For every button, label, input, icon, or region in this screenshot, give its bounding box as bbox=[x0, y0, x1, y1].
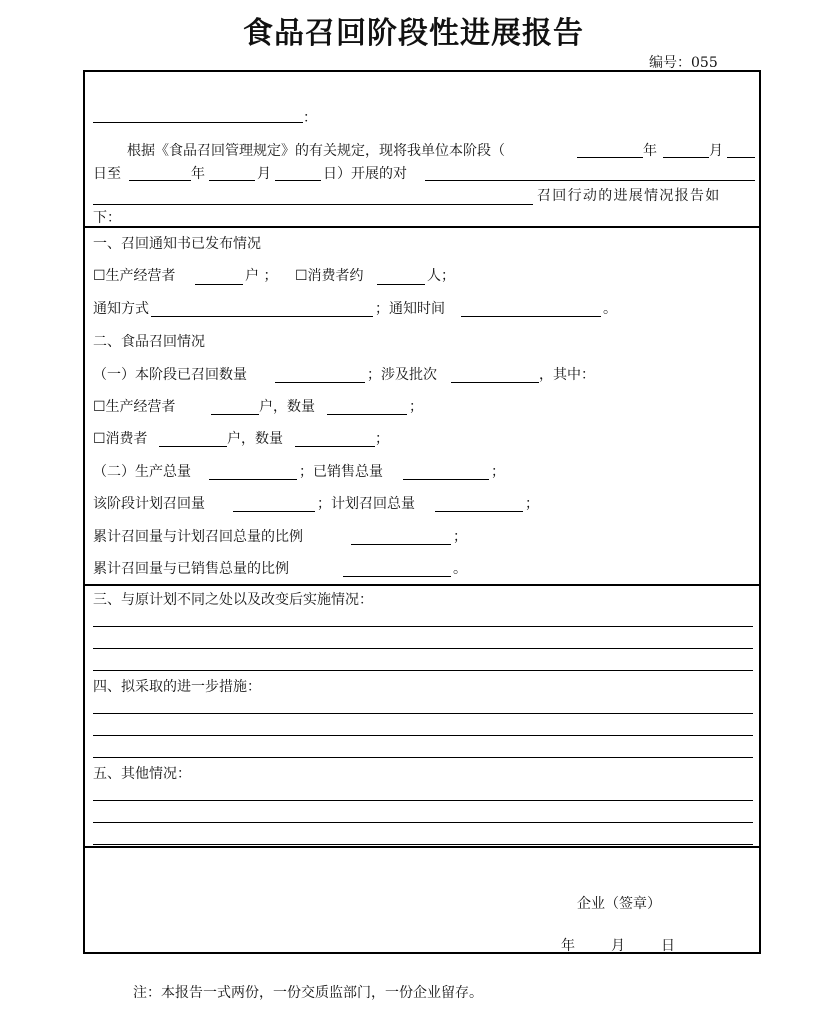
total-sold-end: ； bbox=[491, 464, 505, 480]
total-production-field[interactable] bbox=[209, 479, 297, 480]
planned-total-field[interactable] bbox=[435, 511, 523, 512]
recall-consumer-count-field[interactable] bbox=[159, 446, 227, 447]
section-3-line[interactable] bbox=[93, 670, 753, 671]
section-1-heading: 一、召回通知书已发布情况 bbox=[93, 236, 261, 252]
sign-year-label: 年 bbox=[561, 938, 575, 954]
ratio-sold-label: 累计召回量与已销售总量的比例 bbox=[93, 561, 289, 577]
ratio-sold-end: 。 bbox=[453, 561, 467, 577]
section-5-line[interactable] bbox=[93, 800, 753, 801]
month-label: 月 bbox=[709, 143, 723, 159]
footnote: 注：本报告一式两份，一份交质监部门，一份企业留存。 bbox=[133, 985, 483, 1001]
section-3-line[interactable] bbox=[93, 626, 753, 627]
signature-section bbox=[85, 848, 759, 954]
recall-producer-unit: 户，数量 bbox=[259, 399, 315, 415]
year-label: 年 bbox=[191, 166, 205, 182]
company-seal-label: 企业（签章） bbox=[577, 896, 661, 912]
ratio-sold-field[interactable] bbox=[343, 576, 451, 577]
recall-consumer-unit: 户，数量 bbox=[227, 431, 283, 447]
notice-producer-checkbox[interactable]: ☐生产经营者 bbox=[93, 268, 176, 284]
section-5-line[interactable] bbox=[93, 844, 753, 845]
addressee-field[interactable] bbox=[93, 122, 303, 123]
section-3-line[interactable] bbox=[93, 648, 753, 649]
planned-total-end: ； bbox=[525, 496, 539, 512]
notice-consumer-count-field[interactable] bbox=[377, 284, 425, 285]
recall-producer-count-field[interactable] bbox=[211, 414, 259, 415]
intro-text-end: 下： bbox=[93, 210, 121, 226]
intro-text: 根据《食品召回管理规定》的有关规定，现将我单位本阶段（ bbox=[127, 143, 505, 159]
notice-producer-count-field[interactable] bbox=[195, 284, 243, 285]
notice-consumer-unit: 人； bbox=[427, 268, 455, 284]
section-2-heading: 二、食品召回情况 bbox=[93, 334, 205, 350]
batches-field[interactable] bbox=[451, 382, 539, 383]
total-sold-label: ；已销售总量 bbox=[299, 464, 383, 480]
batches-label: ；涉及批次 bbox=[367, 367, 437, 383]
from-year-field[interactable] bbox=[577, 157, 643, 158]
planned-stage-field[interactable] bbox=[233, 511, 315, 512]
recall-producer-checkbox[interactable]: ☐生产经营者 bbox=[93, 399, 176, 415]
notice-time-label: ；通知时间 bbox=[375, 301, 445, 317]
section-5-heading: 五、其他情况： bbox=[93, 766, 191, 782]
addressee-colon: ： bbox=[303, 110, 317, 126]
ratio-planned-label: 累计召回量与计划召回总量的比例 bbox=[93, 529, 303, 545]
of-which-label: ，其中： bbox=[539, 367, 595, 383]
recall-producer-qty-field[interactable] bbox=[327, 414, 407, 415]
stage-recalled-label: （一）本阶段已召回数量 bbox=[93, 367, 247, 383]
recall-consumer-end: ； bbox=[375, 431, 389, 447]
sign-day-label: 日 bbox=[661, 938, 675, 954]
recall-consumer-checkbox[interactable]: ☐消费者 bbox=[93, 431, 148, 447]
intro-section bbox=[85, 72, 759, 228]
section-3-heading: 三、与原计划不同之处以及改变后实施情况： bbox=[93, 592, 373, 608]
ratio-planned-end: ； bbox=[453, 529, 467, 545]
section-4-line[interactable] bbox=[93, 735, 753, 736]
planned-total-label: ；计划召回总量 bbox=[317, 496, 415, 512]
ratio-planned-field[interactable] bbox=[351, 544, 451, 545]
report-form bbox=[83, 70, 761, 954]
section-4-line[interactable] bbox=[93, 757, 753, 758]
planned-stage-label: 该阶段计划召回量 bbox=[93, 496, 205, 512]
to-day-field[interactable] bbox=[275, 180, 321, 181]
section-5-line[interactable] bbox=[93, 822, 753, 823]
recall-consumer-qty-field[interactable] bbox=[295, 446, 375, 447]
sign-month-label: 月 bbox=[611, 938, 625, 954]
from-month-field[interactable] bbox=[663, 157, 709, 158]
details-section bbox=[85, 586, 759, 848]
day-to-label: 日至 bbox=[93, 166, 121, 182]
notice-method-field[interactable] bbox=[151, 316, 373, 317]
recall-subject-field-cont[interactable] bbox=[93, 204, 533, 205]
section-4-heading: 四、拟采取的进一步措施： bbox=[93, 679, 261, 695]
notice-and-recall-section bbox=[85, 228, 759, 586]
section-4-line[interactable] bbox=[93, 713, 753, 714]
serial-number: 编号：055 bbox=[649, 55, 718, 71]
notice-consumer-checkbox[interactable]: ☐消费者约 bbox=[295, 268, 364, 284]
recall-producer-end: ； bbox=[409, 399, 423, 415]
to-month-field[interactable] bbox=[209, 180, 255, 181]
recall-subject-field[interactable] bbox=[425, 180, 755, 181]
day-close-label: 日）开展的对 bbox=[323, 166, 407, 182]
month-label: 月 bbox=[257, 166, 271, 182]
total-sold-field[interactable] bbox=[403, 479, 489, 480]
total-production-label: （二）生产总量 bbox=[93, 464, 191, 480]
notice-producer-unit: 户 ； bbox=[245, 268, 278, 284]
page-title: 食品召回阶段性进展报告 bbox=[243, 16, 584, 51]
intro-text-tail: 召回行动的进展情况报告如 bbox=[537, 188, 721, 204]
stage-recalled-field[interactable] bbox=[275, 382, 365, 383]
year-label: 年 bbox=[643, 143, 657, 159]
notice-time-field[interactable] bbox=[461, 316, 601, 317]
notice-method-label: 通知方式 bbox=[93, 301, 149, 317]
from-day-field[interactable] bbox=[727, 157, 755, 158]
notice-end: 。 bbox=[603, 301, 617, 317]
to-year-field[interactable] bbox=[129, 180, 191, 181]
